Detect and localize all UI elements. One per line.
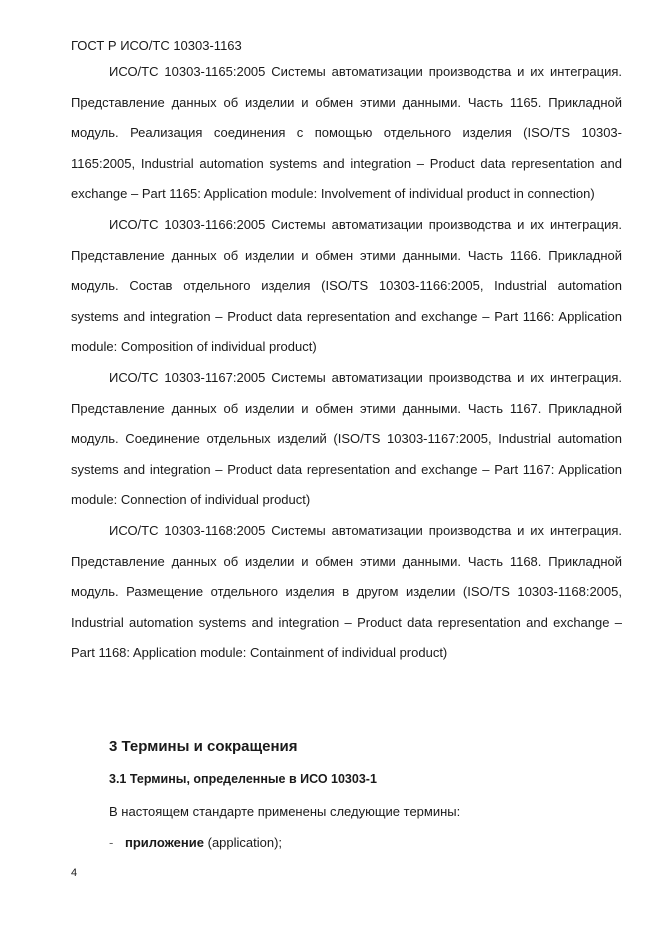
page-number: 4 <box>71 867 78 879</box>
reference-paragraph: ИСО/ТС 10303-1167:2005 Системы автоматизации производства и их интеграция. Представление данных об изделии и обмен этими данными. Часть 1167. Прикладной модуль. Соединение отдельных изделий (ISO/TS 10303-1167:2005, Industrial automation systems and integration – Product data representation and exchange – Part 1167: Application module: Connection of individual product) <box>71 369 622 508</box>
document-header: ГОСТ Р ИСО/ТС 10303-1163 <box>71 38 242 53</box>
term-translation: (application); <box>204 835 283 850</box>
subsection-heading: 3.1 Термины, определенные в ИСО 10303-1 <box>109 772 377 786</box>
intro-text: В настоящем стандарте применены следующие термины: <box>109 804 461 819</box>
term-list-item <box>109 834 282 852</box>
normative-references <box>71 57 622 669</box>
term-name: приложение <box>125 835 204 850</box>
reference-paragraph: ИСО/ТС 10303-1166:2005 Системы автоматизации производства и их интеграция. Представление данных об изделии и обмен этими данными. Часть 1166. Прикладной модуль. Состав отдельного изделия (ISO/TS 10303-1166:2005, Industrial automation systems and integration – Product data representation and exchange – Part 1166: Application module: Composition of individual product) <box>71 216 622 355</box>
reference-paragraph: ИСО/ТС 10303-1168:2005 Системы автоматизации производства и их интеграция. Представление данных об изделии и обмен этими данными. Часть 1168. Прикладной модуль. Размещение отдельного изделия в другом изделии (ISO/TS 10303-1168:2005, Industrial automation systems and integration – Product data representation and exchange – Part 1168: Application module: Containment of individual product) <box>71 522 622 661</box>
reference-paragraph: ИСО/ТС 10303-1165:2005 Системы автоматизации производства и их интеграция. Представление данных об изделии и обмен этими данными. Часть 1165. Прикладной модуль. Реализация соединения с помощью отдельного изделия (ISO/TS 10303-1165:2005, Industrial automation systems and integration – Product data representation and exchange – Part 1165: Application module: Involvement of individual product in connection) <box>71 64 622 202</box>
list-bullet: - <box>109 835 114 850</box>
section-heading: 3 Термины и сокращения <box>109 738 298 755</box>
